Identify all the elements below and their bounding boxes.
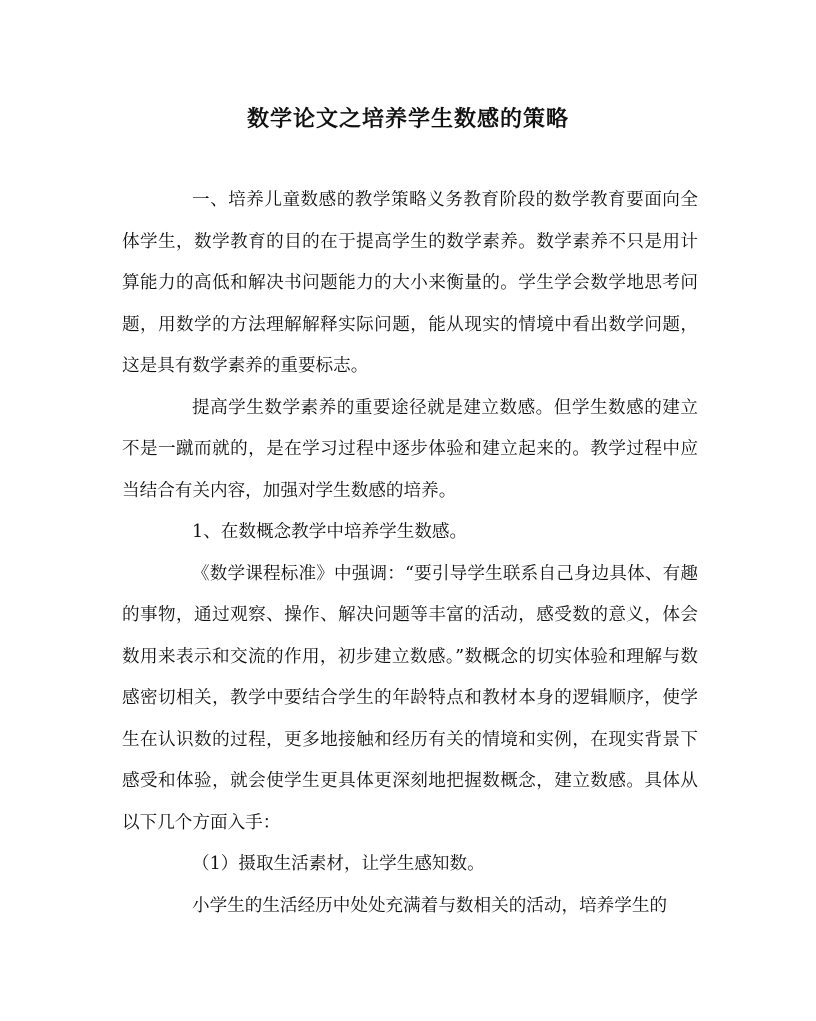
- paragraph-numeracy-importance: 提高学生数学素养的重要途径就是建立数感。但学生数感的建立不是一蹴而就的，是在学习过程中逐步体验和建立起来的。教学过程中应当结合有关内容，加强对学生数感的培养。: [122, 397, 698, 501]
- document-body: [122, 180, 698, 927]
- section-heading-number-concept: 1、在数概念教学中培养学生数感。: [192, 522, 468, 542]
- paragraph-intro: 一、培养儿童数感的教学策略义务教育阶段的数学教育要面向全体学生，数学教育的目的在于提高学生的数学素养。数学素养不只是用计算能力的高低和解决书问题能力的大小来衡量的。学生学会数学地思考问题，用数学的方法理解解释实际问题，能从现实的情境中看出数学问题，这是具有数学素养的重要标志。: [122, 190, 698, 376]
- paragraph-curriculum-standard: 《数学课程标准》中强调：“要引导学生联系自己身边具体、有趣的事物，通过观察、操作、解决问题等丰富的活动，感受数的意义，体会数用来表示和交流的作用，初步建立数感。”数概念的切实体验和理解与数感密切相关，教学中要结合学生的年龄特点和教材本身的逻辑顺序，使学生在认识数的过程，更多地接触和经历有关的情境和实例，在现实背景下感受和体验，就会使学生更具体更深刻地把握数概念，建立数感。具体从以下几个方面入手：: [122, 563, 698, 833]
- subsection-heading-life-materials: （1）摄取生活素材，让学生感知数。: [192, 854, 485, 874]
- document-title: 数学论文之培养学生数感的策略: [246, 106, 569, 132]
- paragraph-life-experience: 小学生的生活经历中处处充满着与数相关的活动，培养学生的: [192, 895, 668, 916]
